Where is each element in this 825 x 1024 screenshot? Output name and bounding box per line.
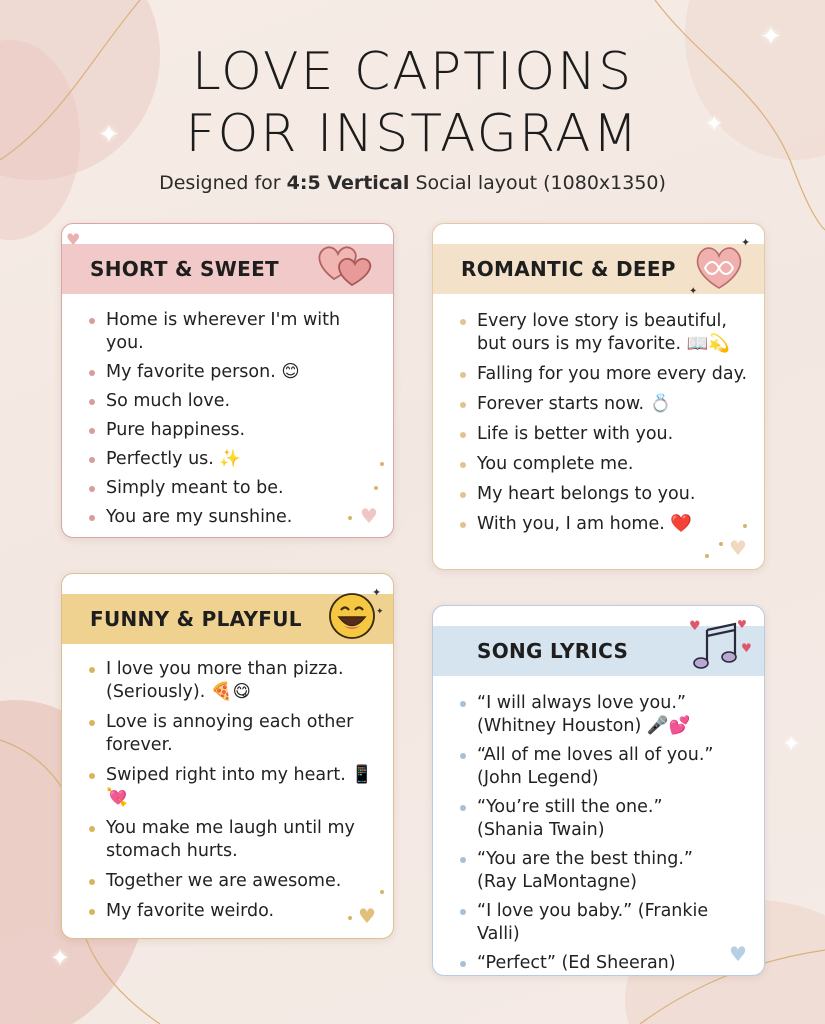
caption-text: Falling for you more every day. — [477, 364, 748, 384]
caption-text: My favorite weirdo. — [106, 901, 275, 921]
bullet-dot — [460, 372, 466, 378]
bullet-dot — [89, 428, 95, 434]
bullet-dot — [460, 522, 466, 528]
page-title-line-2: FOR INSTAGRAM — [185, 104, 640, 164]
caption-text: You make me laugh until my — [106, 818, 355, 838]
caption-text: With you, I am home. ❤️ — [477, 514, 693, 534]
bullet-dot — [89, 318, 95, 324]
caption-item — [457, 744, 754, 790]
caption-text: Together we are awesome. — [106, 871, 342, 891]
sparkle-icon: ✦ — [782, 732, 801, 757]
card-romantic-deep — [432, 223, 765, 570]
caption-text: “Perfect” (Ed Sheeran) — [477, 953, 676, 973]
bullet-dot — [89, 909, 95, 915]
caption-item — [457, 453, 754, 476]
card-title: SONG LYRICS — [433, 626, 764, 676]
caption-text: “You’re still the one.” — [477, 797, 663, 817]
caption-item — [86, 817, 383, 863]
caption-text: “I love you baby.” (Frankie Valli) — [477, 901, 709, 944]
caption-text: Perfectly us. ✨ — [106, 449, 242, 469]
sparkle-icon: ✦ — [98, 120, 120, 150]
bullet-dot — [89, 370, 95, 376]
glitter-dot — [374, 486, 378, 490]
svg-text:✦: ✦ — [372, 586, 382, 599]
small-heart-icon: ♥ — [729, 536, 747, 560]
bullet-dot — [460, 961, 466, 967]
bullet-dot — [89, 879, 95, 885]
caption-text: “I will always love you.” — [477, 693, 686, 713]
bullet-dot — [460, 432, 466, 438]
caption-item — [457, 900, 754, 946]
caption-text: “You are the best thing.” — [477, 849, 693, 869]
page-title-line-1: LOVE CAPTIONS — [191, 42, 634, 102]
subtitle-prefix: Designed for — [159, 172, 287, 194]
glitter-dot — [743, 524, 747, 528]
caption-item — [86, 506, 383, 529]
subtitle-ratio: 4:5 Vertical — [286, 172, 410, 194]
caption-text: “All of me loves all of you.” — [477, 745, 714, 765]
caption-list — [457, 692, 754, 981]
page-subtitle — [0, 172, 825, 194]
caption-text: Forever starts now. 💍 — [477, 394, 672, 414]
glitter-dot — [380, 462, 384, 466]
glitter-dot — [705, 554, 709, 558]
small-heart-icon: ♥ — [66, 230, 81, 249]
bullet-dot — [460, 402, 466, 408]
caption-text: forever. — [106, 735, 173, 755]
bullet-dot — [89, 457, 95, 463]
bullet-dot — [89, 773, 95, 779]
glitter-dot — [348, 516, 352, 520]
caption-text: You are my sunshine. — [106, 507, 293, 527]
glitter-dot — [348, 916, 352, 920]
glitter-dot — [380, 890, 384, 894]
caption-item — [86, 361, 383, 384]
infinity-heart-icon — [689, 236, 751, 296]
small-heart-icon: ♥ — [729, 942, 747, 966]
bullet-dot — [460, 462, 466, 468]
subtitle-suffix: Social layout (1080x1350) — [409, 172, 666, 194]
caption-text: Every love story is beautiful, — [477, 311, 727, 331]
svg-text:✦: ✦ — [741, 236, 751, 249]
caption-text: My favorite person. 😊 — [106, 362, 300, 382]
caption-item — [86, 390, 383, 413]
bullet-dot — [460, 319, 466, 325]
caption-item — [86, 900, 383, 923]
bullet-dot — [89, 720, 95, 726]
bullet-dot — [460, 492, 466, 498]
caption-item — [86, 309, 383, 355]
caption-text: (Ray LaMontagne) — [477, 872, 637, 892]
svg-text:✦: ✦ — [376, 607, 384, 617]
caption-text: Home is wherever I'm with you. — [106, 310, 341, 353]
caption-item — [86, 448, 383, 471]
caption-text: So much love. — [106, 391, 231, 411]
bullet-dot — [460, 857, 466, 863]
small-heart-icon: ♥ — [358, 904, 376, 928]
bullet-dot — [460, 909, 466, 915]
double-heart-icon — [314, 239, 376, 289]
caption-text: stomach hurts. — [106, 841, 238, 861]
svg-text:♥: ♥ — [741, 641, 752, 655]
svg-text:♥: ♥ — [689, 619, 701, 634]
caption-text: Simply meant to be. — [106, 478, 284, 498]
bullet-dot — [89, 667, 95, 673]
bullet-dot — [460, 701, 466, 707]
caption-list — [457, 310, 754, 543]
bullet-dot — [89, 399, 95, 405]
caption-item — [457, 692, 754, 738]
bullet-dot — [460, 805, 466, 811]
caption-text: Pure happiness. — [106, 420, 246, 440]
svg-text:✦: ✦ — [689, 286, 698, 296]
caption-text: You complete me. — [477, 454, 634, 474]
caption-item — [457, 848, 754, 894]
card-short-sweet — [61, 223, 394, 538]
caption-text: (John Legend) — [477, 768, 599, 788]
svg-text:♥: ♥ — [737, 618, 747, 631]
glitter-dot — [719, 542, 723, 546]
caption-item — [457, 513, 754, 536]
bullet-dot — [89, 515, 95, 521]
bullet-dot — [460, 753, 466, 759]
caption-item — [457, 393, 754, 416]
caption-list — [86, 309, 383, 535]
caption-text: (Shania Twain) — [477, 820, 605, 840]
bullet-dot — [89, 826, 95, 832]
caption-item — [86, 711, 383, 757]
caption-item — [457, 796, 754, 842]
caption-item — [86, 419, 383, 442]
card-title: FUNNY & PLAYFUL — [62, 594, 393, 644]
sparkle-icon: ✦ — [705, 112, 724, 137]
caption-item — [86, 870, 383, 893]
caption-text: I love you more than pizza. — [106, 659, 344, 679]
card-title: SHORT & SWEET — [62, 244, 393, 294]
sparkle-icon: ✦ — [50, 944, 71, 972]
laughing-face-icon — [324, 584, 388, 644]
card-funny-playful — [61, 573, 394, 939]
caption-text: Life is better with you. — [477, 424, 674, 444]
caption-text: (Seriously). 🍕😋 — [106, 682, 251, 702]
card-title: ROMANTIC & DEEP — [433, 244, 764, 294]
caption-text: Love is annoying each other — [106, 712, 354, 732]
music-note-icon — [689, 616, 753, 674]
caption-text: My heart belongs to you. — [477, 484, 696, 504]
caption-item — [457, 483, 754, 506]
caption-list — [86, 658, 383, 930]
sparkle-icon: ✦ — [760, 22, 782, 52]
caption-text: Swiped right into my heart. 📱💘 — [106, 765, 374, 808]
caption-item — [86, 477, 383, 500]
bullet-dot — [89, 486, 95, 492]
caption-item — [457, 952, 754, 975]
caption-item — [457, 423, 754, 446]
caption-text: (Whitney Houston) 🎤💕 — [477, 716, 691, 736]
caption-item — [86, 658, 383, 704]
small-heart-icon: ♥ — [360, 504, 378, 528]
card-song-lyrics — [432, 605, 765, 976]
caption-item — [86, 764, 383, 810]
caption-item — [457, 310, 754, 356]
caption-text: but ours is my favorite. 📖💫 — [477, 334, 731, 354]
caption-item — [457, 363, 754, 386]
